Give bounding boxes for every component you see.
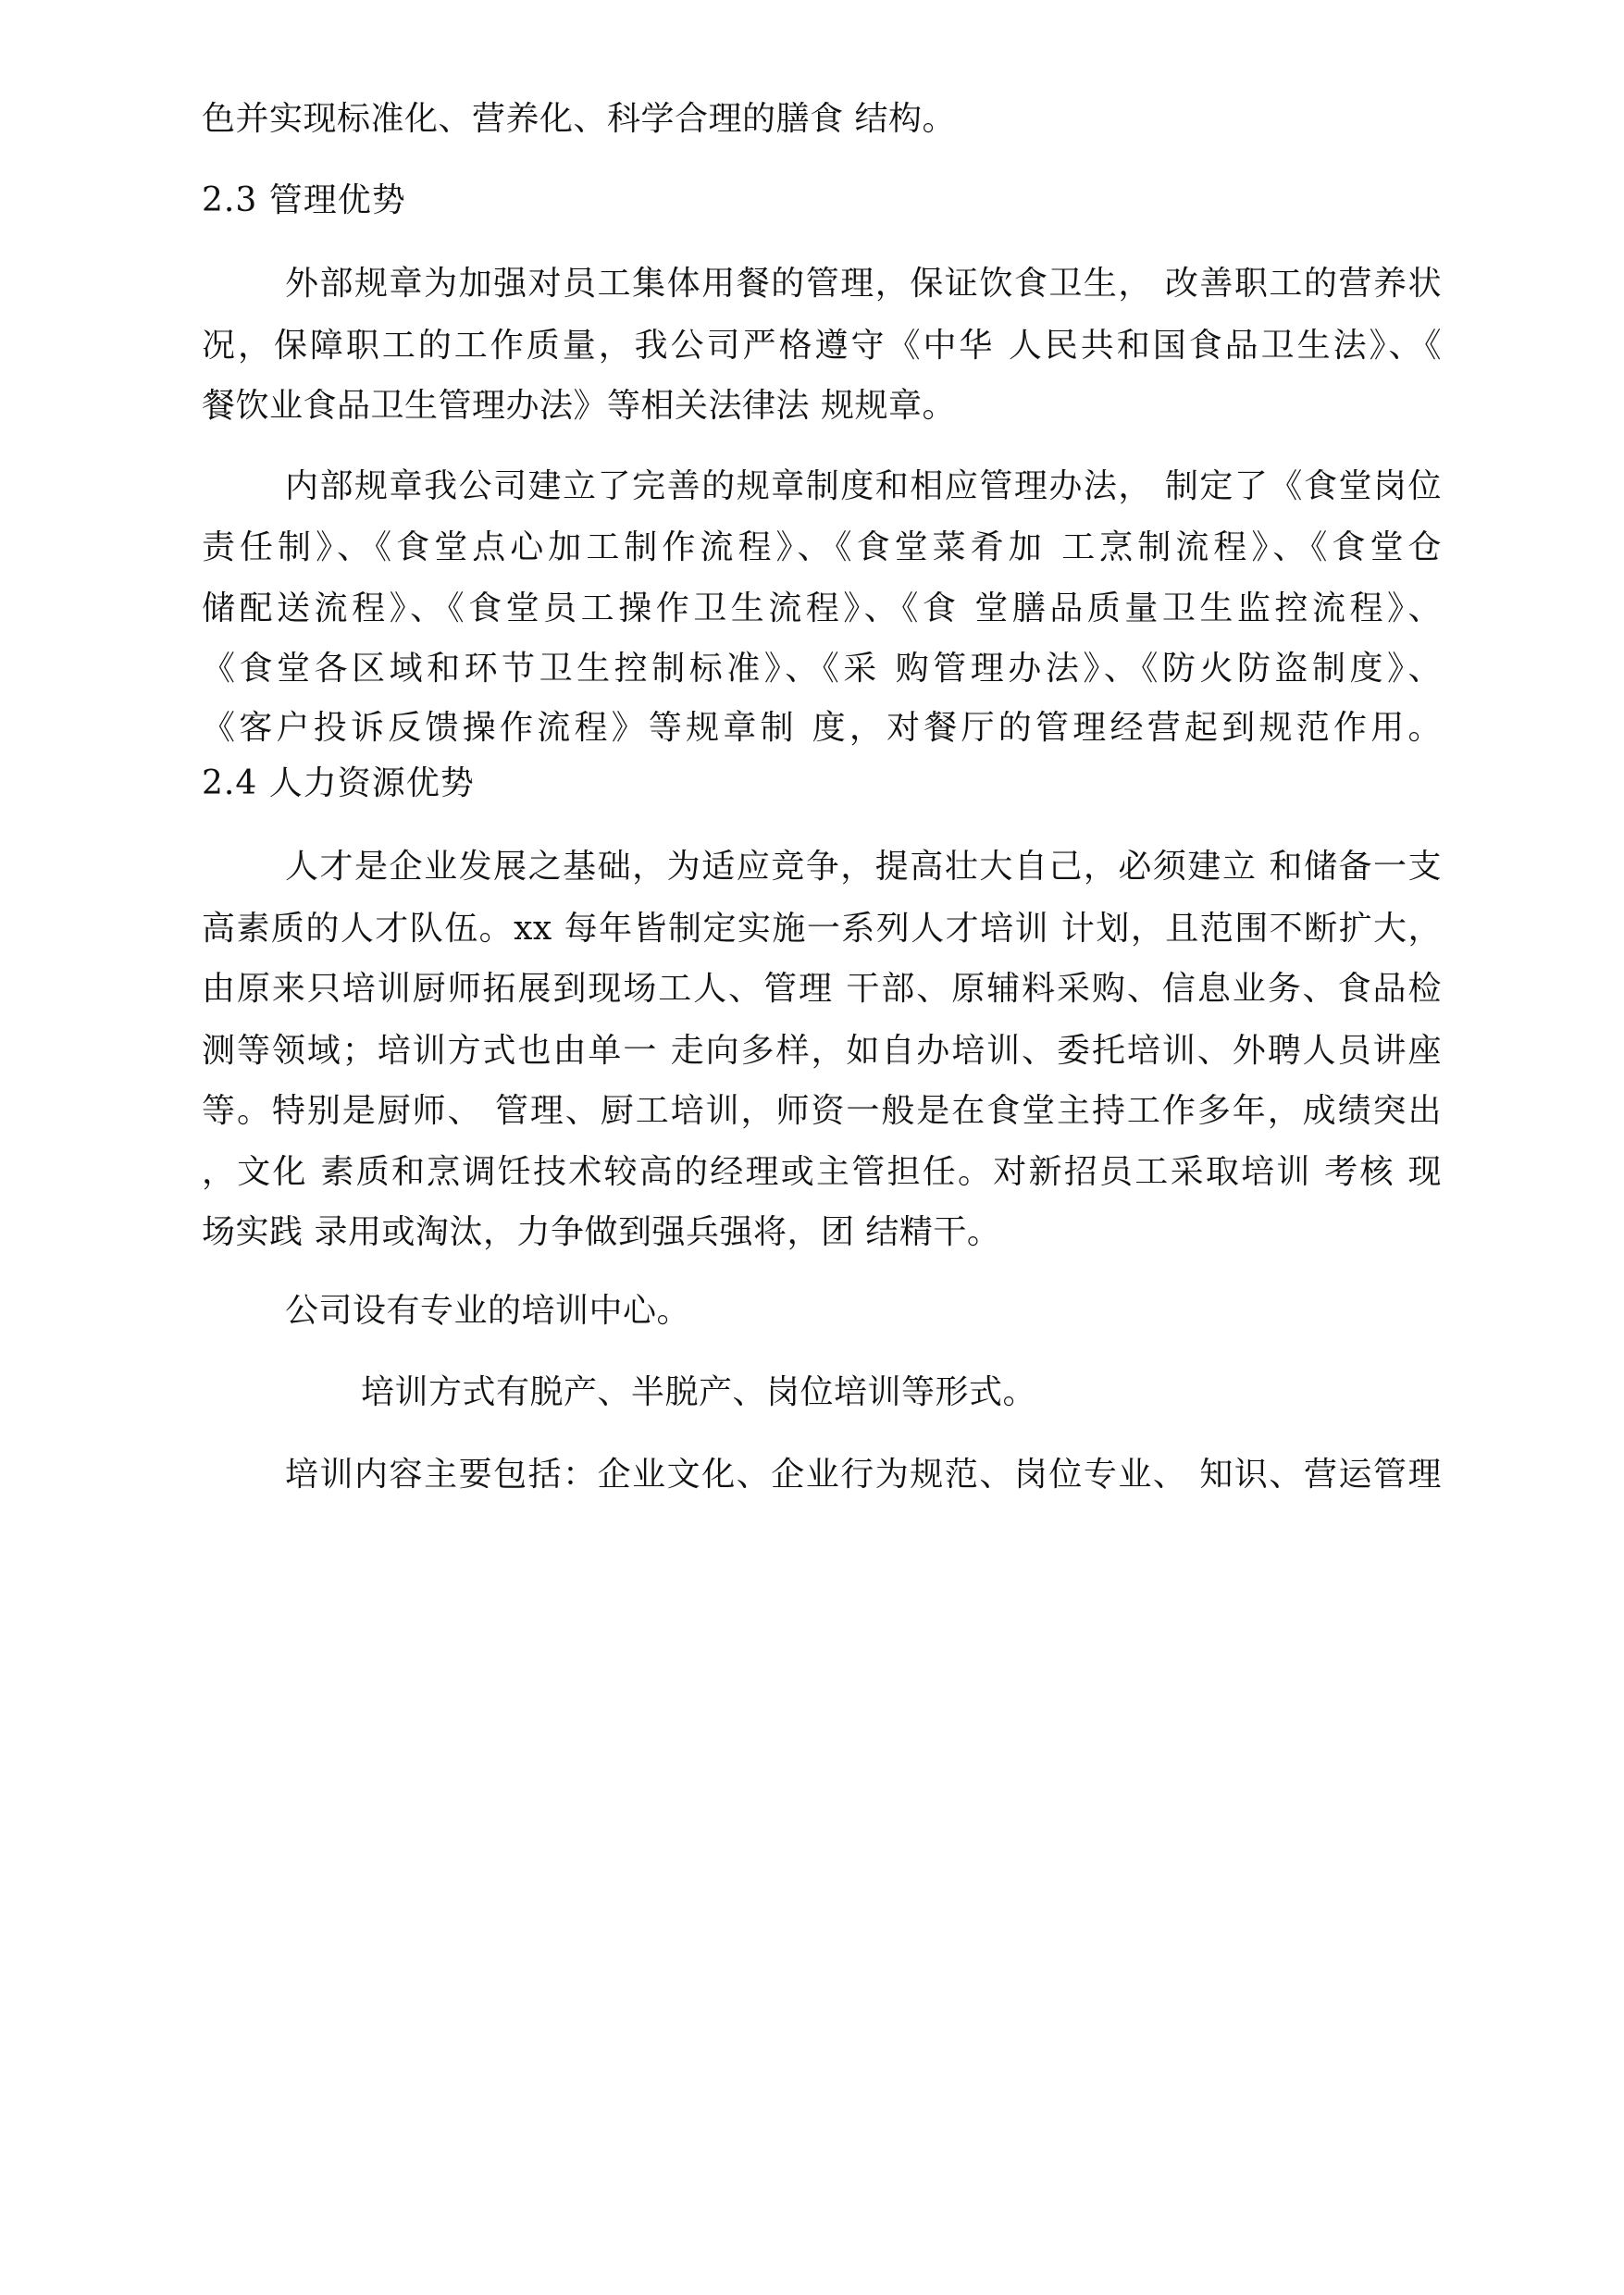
paragraph-line: 等。特别是厨师、 管理、厨工培训，师资一般是在食堂主持工作多年，成绩突出 [202,1092,1442,1130]
paragraph-line: 培训方式有脱产、半脱产、岗位培训等形式。 [361,1373,1037,1411]
paragraph-line: ，文化 素质和烹调饪技术较高的经理或主管担任。对新招员工采取培训 考核 现 [202,1153,1442,1191]
paragraph-line: 测等领域；培训方式也由单一 走向多样，如自办培训、委托培训、外聘人员讲座 [202,1032,1442,1070]
paragraph-line: 内部规章我公司建立了完善的规章制度和相应管理办法， 制定了《食堂岗位 [285,467,1442,505]
paragraph-line: 由原来只培训厨师拓展到现场工人、管理 干部、原辅料采购、信息业务、食品检 [202,970,1442,1008]
paragraph-line: 人才是企业发展之基础，为适应竞争，提高壮大自己，必须建立 和储备一支 [285,848,1442,886]
section-heading-2-3: 2.3 管理优势 [202,181,406,219]
paragraph-line: 公司设有专业的培训中心。 [285,1292,691,1330]
paragraph-line: 餐饮业食品卫生管理办法》等相关法律法 规规章。 [202,387,956,425]
paragraph-line: 外部规章为加强对员工集体用餐的管理，保证饮食卫生， 改善职工的营养状 [285,265,1442,303]
paragraph-line: 场实践 录用或淘汰，力争做到强兵强将，团 结精干。 [202,1213,1001,1251]
paragraph-line: 高素质的人才队伍。xx 每年皆制定实施一系列人才培训 计划，且范围不断扩大， [202,910,1442,948]
paragraph-line: 储配送流程》、《食堂员工操作卫生流程》、《食 堂膳品质量卫生监控流程》、 [202,589,1442,627]
paragraph-line: 色并实现标准化、营养化、科学合理的膳食 结构。 [202,100,956,138]
paragraph-line: 《食堂各区域和环节卫生控制标准》、《采 购管理办法》、《防火防盗制度》、 [202,650,1442,688]
paragraph-line: 责任制》、《食堂点心加工制作流程》、《食堂菜肴加 工烹制流程》、《食堂仓 [202,528,1442,566]
paragraph-line: 况，保障职工的工作质量，我公司严格遵守《中华 人民共和国食品卫生法》、《 [202,327,1442,365]
paragraph-line: 培训内容主要包括：企业文化、企业行为规范、岗位专业、 知识、营运管理 [285,1456,1442,1494]
paragraph-line: 《客户投诉反馈操作流程》等规章制 度，对餐厅的管理经营起到规范作用。 [202,709,1442,747]
section-heading-2-4: 2.4 人力资源优势 [202,764,475,802]
